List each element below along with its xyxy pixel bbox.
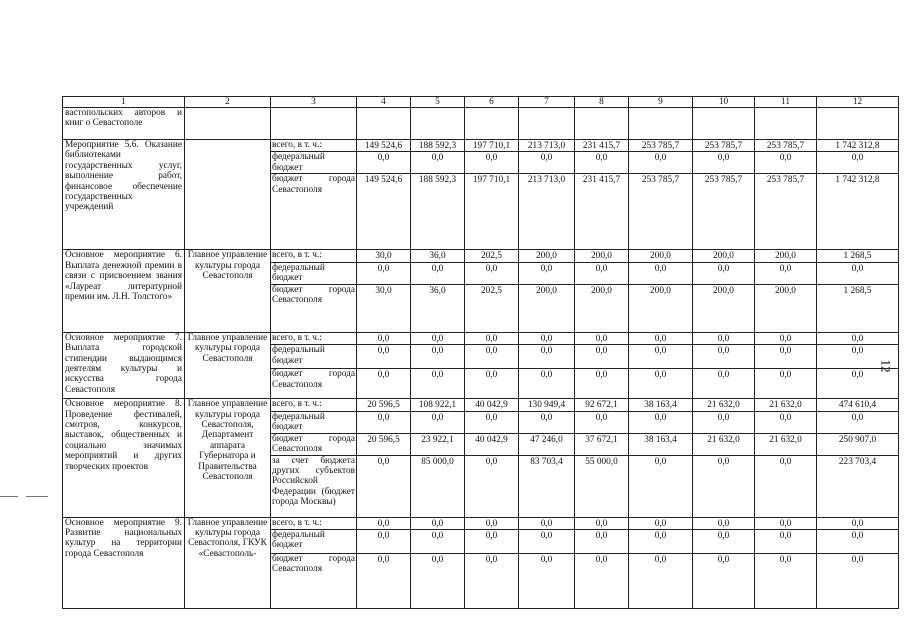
funding-source: федеральный бюджет (271, 411, 357, 433)
value-cell: 0,0 (519, 152, 575, 174)
value-cell: 213 713,0 (519, 140, 575, 152)
executor: Главное управление культуры города Севастополя, ГКУК «Севастополь- (185, 517, 271, 608)
value-cell: 200,0 (755, 250, 817, 262)
value-cell: 0,0 (817, 332, 899, 344)
value-cell: 0,0 (575, 152, 629, 174)
empty-cell (755, 108, 817, 140)
value-cell: 0,0 (693, 411, 755, 433)
header-row (63, 97, 899, 108)
value-cell: 0,0 (755, 517, 817, 529)
value-cell: 0,0 (519, 554, 575, 609)
empty-cell (693, 108, 755, 140)
value-cell: 0,0 (693, 455, 755, 517)
executor (185, 140, 271, 250)
value-cell: 253 785,7 (629, 174, 693, 250)
measure-name: Основное мероприятие 9. Развитие национальных культур на территории города Севастополя (63, 517, 185, 608)
empty-cell (185, 108, 271, 140)
value-cell: 0,0 (629, 345, 693, 369)
value-cell: 83 703,4 (519, 455, 575, 517)
value-cell: 213 713,0 (519, 174, 575, 250)
value-cell: 474 610,4 (817, 399, 899, 411)
budget-table-container (62, 96, 899, 609)
value-cell: 0,0 (357, 517, 411, 529)
empty-cell (629, 108, 693, 140)
executor: Главное управление культуры города Севастополя, Департамент аппарата Губернатора и Правительства Севастополя (185, 399, 271, 517)
column-number: 9 (629, 97, 693, 108)
page-number: 12 (878, 359, 894, 373)
value-cell: 0,0 (629, 262, 693, 284)
margin-dash (0, 496, 18, 497)
value-cell: 0,0 (817, 152, 899, 174)
value-cell: 0,0 (357, 262, 411, 284)
value-cell: 0,0 (519, 411, 575, 433)
value-cell: 30,0 (357, 284, 411, 332)
value-cell: 0,0 (357, 411, 411, 433)
value-cell: 0,0 (519, 332, 575, 344)
value-cell: 0,0 (755, 554, 817, 609)
value-cell: 0,0 (755, 262, 817, 284)
value-cell: 0,0 (575, 262, 629, 284)
value-cell: 0,0 (465, 332, 519, 344)
value-cell: 1 268,5 (817, 250, 899, 262)
value-cell: 130 949,4 (519, 399, 575, 411)
value-cell: 0,0 (629, 554, 693, 609)
column-number: 10 (693, 97, 755, 108)
value-cell: 253 785,7 (693, 174, 755, 250)
value-cell: 38 163,4 (629, 399, 693, 411)
value-cell: 0,0 (465, 554, 519, 609)
funding-source: всего, в т. ч.: (271, 250, 357, 262)
value-cell: 85 000,0 (411, 455, 465, 517)
value-cell: 40 042,9 (465, 399, 519, 411)
value-cell: 0,0 (575, 345, 629, 369)
value-cell: 0,0 (755, 369, 817, 399)
value-cell: 0,0 (519, 530, 575, 554)
value-cell: 0,0 (411, 345, 465, 369)
value-cell: 0,0 (357, 152, 411, 174)
value-cell: 0,0 (465, 345, 519, 369)
value-cell: 0,0 (411, 262, 465, 284)
value-cell: 108 922,1 (411, 399, 465, 411)
value-cell: 0,0 (817, 554, 899, 609)
value-cell: 0,0 (357, 369, 411, 399)
empty-cell (411, 108, 465, 140)
value-cell: 231 415,7 (575, 140, 629, 152)
measure-name: Основное мероприятие 7. Выплата городской стипендии выдающимся деятелям культуры и искусства города Севастополя (63, 332, 185, 398)
value-cell: 0,0 (629, 517, 693, 529)
value-cell: 0,0 (755, 152, 817, 174)
value-cell: 37 672,1 (575, 433, 629, 455)
measure-name: Мероприятие 5.6. Оказание библиотеками государственных услуг, выполнение работ, финансовое обеспечение государственных учреждений (63, 140, 185, 250)
value-cell: 0,0 (519, 517, 575, 529)
value-cell: 0,0 (575, 411, 629, 433)
value-cell: 30,0 (357, 250, 411, 262)
value-cell: 197 710,1 (465, 174, 519, 250)
value-cell: 0,0 (357, 530, 411, 554)
value-cell: 0,0 (411, 530, 465, 554)
funding-source: всего, в т. ч.: (271, 140, 357, 152)
value-cell: 253 785,7 (693, 140, 755, 152)
column-number: 2 (185, 97, 271, 108)
value-cell: 0,0 (693, 152, 755, 174)
value-cell: 0,0 (575, 530, 629, 554)
value-cell: 0,0 (465, 530, 519, 554)
value-cell: 0,0 (465, 369, 519, 399)
value-cell: 0,0 (755, 530, 817, 554)
value-cell: 0,0 (817, 262, 899, 284)
column-number: 5 (411, 97, 465, 108)
value-cell: 253 785,7 (755, 174, 817, 250)
value-cell: 0,0 (411, 332, 465, 344)
value-cell: 0,0 (817, 345, 899, 369)
value-cell: 0,0 (755, 411, 817, 433)
value-cell: 36,0 (411, 250, 465, 262)
value-cell: 0,0 (411, 369, 465, 399)
value-cell: 0,0 (465, 262, 519, 284)
value-cell: 0,0 (693, 554, 755, 609)
value-cell: 0,0 (411, 411, 465, 433)
value-cell: 23 922,1 (411, 433, 465, 455)
value-cell: 0,0 (629, 411, 693, 433)
value-cell: 0,0 (465, 517, 519, 529)
empty-cell (271, 108, 357, 140)
column-number: 11 (755, 97, 817, 108)
empty-cell (357, 108, 411, 140)
budget-table (62, 96, 899, 609)
value-cell: 0,0 (693, 369, 755, 399)
funding-source: всего, в т. ч.: (271, 332, 357, 344)
value-cell: 20 596,5 (357, 399, 411, 411)
value-cell: 40 042,9 (465, 433, 519, 455)
value-cell: 38 163,4 (629, 433, 693, 455)
empty-cell (465, 108, 519, 140)
value-cell: 0,0 (629, 455, 693, 517)
value-cell: 202,5 (465, 250, 519, 262)
value-cell: 55 000,0 (575, 455, 629, 517)
value-cell: 21 632,0 (755, 433, 817, 455)
value-cell: 47 246,0 (519, 433, 575, 455)
executor: Главное управление культуры города Севастополя (185, 250, 271, 332)
value-cell: 0,0 (693, 332, 755, 344)
value-cell: 200,0 (693, 250, 755, 262)
column-number: 6 (465, 97, 519, 108)
value-cell: 0,0 (629, 152, 693, 174)
executor: Главное управление культуры города Севастополя (185, 332, 271, 398)
value-cell: 0,0 (465, 455, 519, 517)
value-cell: 200,0 (755, 284, 817, 332)
value-cell: 250 907,0 (817, 433, 899, 455)
value-cell: 92 672,1 (575, 399, 629, 411)
table-row (63, 250, 899, 262)
value-cell: 21 632,0 (693, 433, 755, 455)
column-number: 12 (817, 97, 899, 108)
funding-source: федеральный бюджет (271, 152, 357, 174)
value-cell: 36,0 (411, 284, 465, 332)
value-cell: 0,0 (575, 332, 629, 344)
value-cell: 0,0 (357, 554, 411, 609)
funding-source: бюджет города Севастополя (271, 369, 357, 399)
value-cell: 149 524,6 (357, 174, 411, 250)
value-cell: 0,0 (465, 152, 519, 174)
value-cell: 223 703,4 (817, 455, 899, 517)
measure-name: Основное мероприятие 8. Проведение фестивалей, смотров, конкурсов, выставок, общественных и социально значимых мероприятий и других творческих проектов (63, 399, 185, 517)
value-cell: 200,0 (575, 284, 629, 332)
value-cell: 0,0 (519, 262, 575, 284)
funding-source: всего, в т. ч.: (271, 517, 357, 529)
value-cell: 0,0 (817, 530, 899, 554)
value-cell: 149 524,6 (357, 140, 411, 152)
value-cell: 231 415,7 (575, 174, 629, 250)
value-cell: 253 785,7 (629, 140, 693, 152)
value-cell: 0,0 (817, 369, 899, 399)
value-cell: 0,0 (693, 530, 755, 554)
value-cell: 0,0 (575, 369, 629, 399)
funding-source: всего, в т. ч.: (271, 399, 357, 411)
value-cell: 1 742 312,8 (817, 140, 899, 152)
empty-cell (817, 108, 899, 140)
value-cell: 0,0 (357, 455, 411, 517)
value-cell: 21 632,0 (755, 399, 817, 411)
value-cell: 253 785,7 (755, 140, 817, 152)
value-cell: 200,0 (519, 250, 575, 262)
value-cell: 0,0 (519, 369, 575, 399)
funding-source: федеральный бюджет (271, 530, 357, 554)
measure-name: Основное мероприятие 6. Выплата денежной премии в связи с присвоением звания «Лауреат литературной премии им. Л.Н. Толстого» (63, 250, 185, 332)
funding-source: за счет бюджета других субъектов Российской Федерации (бюджет города Москвы) (271, 455, 357, 517)
value-cell: 0,0 (817, 411, 899, 433)
value-cell: 0,0 (755, 455, 817, 517)
empty-cell (575, 108, 629, 140)
value-cell: 0,0 (693, 262, 755, 284)
value-cell: 0,0 (411, 554, 465, 609)
value-cell: 1 742 312,8 (817, 174, 899, 250)
value-cell: 0,0 (357, 345, 411, 369)
value-cell: 0,0 (817, 517, 899, 529)
empty-cell (519, 108, 575, 140)
value-cell: 0,0 (629, 530, 693, 554)
value-cell: 0,0 (411, 517, 465, 529)
value-cell: 0,0 (693, 517, 755, 529)
value-cell: 1 268,5 (817, 284, 899, 332)
value-cell: 0,0 (465, 411, 519, 433)
carry-text: вастопольских авторов и книг о Севастополе (63, 108, 185, 140)
funding-source: бюджет города Севастополя (271, 554, 357, 609)
table-row (63, 140, 899, 152)
carry-row (63, 108, 899, 140)
table-row (63, 399, 899, 411)
value-cell: 0,0 (755, 345, 817, 369)
funding-source: бюджет города Севастополя (271, 174, 357, 250)
value-cell: 200,0 (693, 284, 755, 332)
value-cell: 188 592,3 (411, 174, 465, 250)
table-row (63, 517, 899, 529)
value-cell: 0,0 (629, 332, 693, 344)
value-cell: 0,0 (629, 369, 693, 399)
value-cell: 21 632,0 (693, 399, 755, 411)
value-cell: 0,0 (519, 345, 575, 369)
column-number: 4 (357, 97, 411, 108)
value-cell: 200,0 (629, 250, 693, 262)
margin-dash (26, 496, 48, 497)
value-cell: 20 596,5 (357, 433, 411, 455)
value-cell: 0,0 (755, 332, 817, 344)
value-cell: 200,0 (629, 284, 693, 332)
funding-source: федеральный бюджет (271, 262, 357, 284)
value-cell: 0,0 (357, 332, 411, 344)
funding-source: бюджет города Севастополя (271, 284, 357, 332)
value-cell: 200,0 (519, 284, 575, 332)
column-number: 3 (271, 97, 357, 108)
funding-source: бюджет города Севастополя (272, 433, 355, 455)
table-row (63, 332, 899, 344)
value-cell: 202,5 (465, 284, 519, 332)
column-number: 8 (575, 97, 629, 108)
column-number: 1 (63, 97, 185, 108)
column-number: 7 (519, 97, 575, 108)
value-cell: 188 592,3 (411, 140, 465, 152)
value-cell: 197 710,1 (465, 140, 519, 152)
value-cell: 0,0 (575, 517, 629, 529)
funding-source: федеральный бюджет (271, 345, 357, 369)
value-cell: 0,0 (693, 345, 755, 369)
value-cell: 0,0 (411, 152, 465, 174)
value-cell: 0,0 (575, 554, 629, 609)
value-cell: 200,0 (575, 250, 629, 262)
